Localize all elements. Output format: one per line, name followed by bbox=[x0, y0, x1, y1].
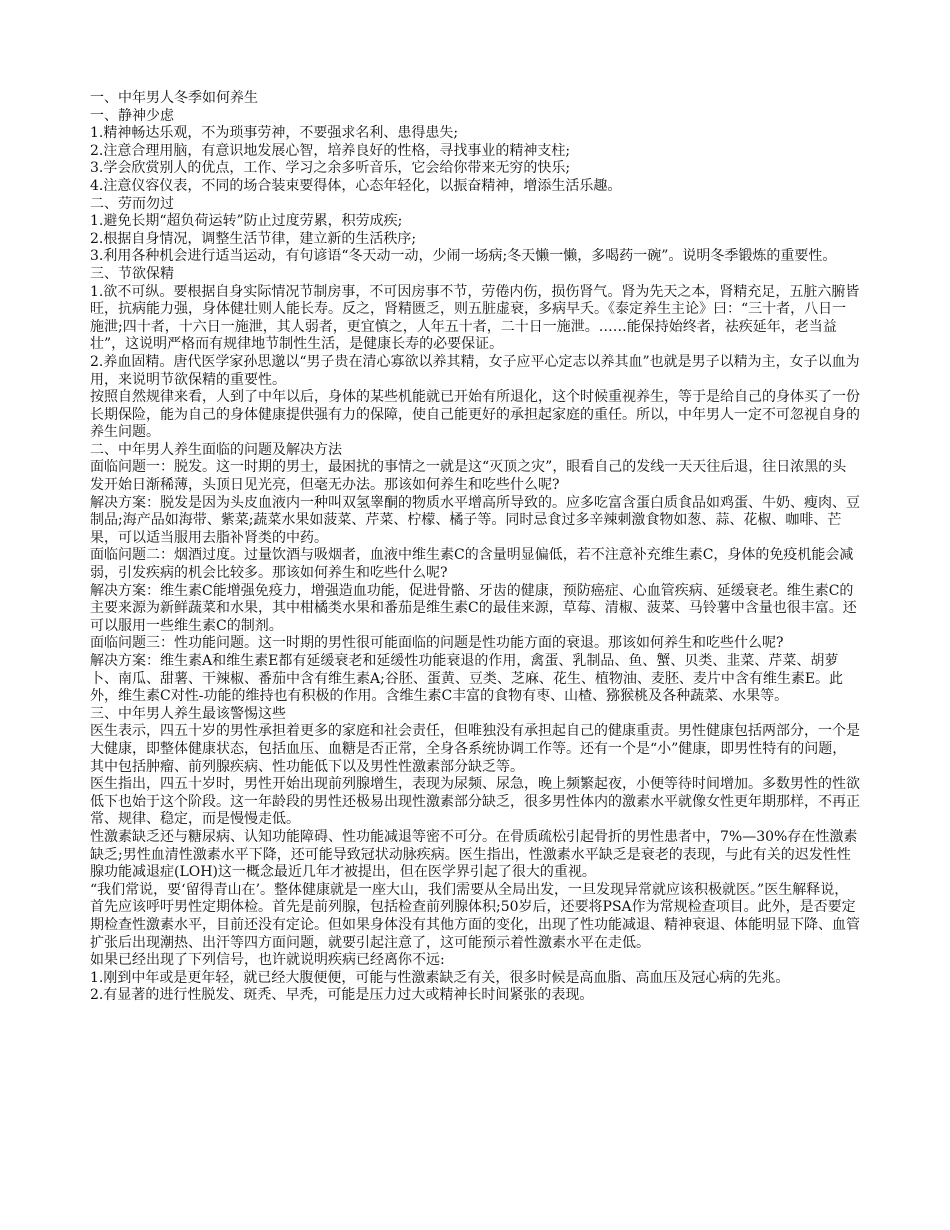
list-item: 3.学会欣赏别人的优点，工作、学习之余多听音乐，它会给你带来无穷的快乐; bbox=[90, 160, 571, 177]
paragraph: 解决方案：脱发是因为头皮血液内一种叫双氢睾酮的物质水平增高所导致的。应多吃富含蛋白质食品如鸡蛋、牛奶、瘦肉、豆制品;海产品如海带、紫菜;蔬菜水果如菠菜、芹菜、柠檬、橘子等。同时忌食过多辛辣刺激食物如葱、蒜、花椒、咖啡、芒果，可以适当服用去脂补肾类的中药。 bbox=[90, 494, 860, 546]
list-item: 2.有显著的进行性脱发、斑秃、早秃，可能是压力过大或精神长时间紧张的表现。 bbox=[90, 987, 594, 1004]
section-heading: 三、中年男人养生最该警惕这些 bbox=[90, 705, 286, 722]
paragraph: 医生指出，四五十岁时，男性开始出现前列腺增生，表现为尿频、尿急，晚上频繁起夜，小便等待时间增加。多数男性的性欲低下也始于这个阶段。这一年龄段的男性还极易出现性激素部分缺乏，很多男性体内的激素水平就像女性更年期那样，不再正常、规律、稳定，而是慢慢走低。 bbox=[90, 776, 860, 828]
paragraph: 性激素缺乏还与糖尿病、认知功能障碍、性功能减退等密不可分。在骨质疏松引起骨折的男性患者中，7%—30%存在性激素缺乏;男性血清性激素水平下降，还可能导致冠状动脉疾病。医生指出，性激素水平缺乏是衰老的表现，与此有关的迟发性性腺功能减退症(LOH)这一概念最近几年才被提出，但在医学界引起了很大的重视。 bbox=[90, 828, 858, 881]
paragraph: 面临问题三：性功能问题。这一时期的男性很可能面临的问题是性功能方面的衰退。那该如何养生和吃些什么呢? bbox=[90, 635, 784, 652]
section-heading: 一、静神少虑 bbox=[90, 107, 174, 124]
list-item: 1.刚到中年或是更年轻，就已经大腹便便，可能与性激素缺乏有关，很多时候是高血脂、高血压及冠心病的先兆。 bbox=[90, 969, 790, 986]
paragraph: 解决方案：维生素C能增强免疫力，增强造血功能，促进骨骼、牙齿的健康，预防癌症、心血管疾病、延缓衰老。维生素C的主要来源为新鲜蔬菜和水果，其中柑橘类水果和番茄是维生素C的最佳来源，草莓、清椒、菠菜、马铃薯中含量也很丰富。还可以服用一些维生素C的制剂。 bbox=[90, 582, 857, 634]
document-title: 一、中年男人冬季如何养生 bbox=[90, 90, 258, 106]
list-item: 2.养血固精。唐代医学家孙思邈以“男子贵在清心寡欲以养其精，女子应平心定志以养其血”也就是男子以精为主，女子以血为用，来说明节欲保精的重要性。 bbox=[90, 353, 860, 388]
paragraph: 医生表示，四五十岁的男性承担着更多的家庭和社会责任，但唯独没有承担起自己的健康重责。男性健康包括两部分，一个是大健康，即整体健康状态，包括血压、血糖是否正常，全身各系统协调工作等。还有一个是“小”健康，即男性特有的问题，其中包括肿瘤、前列腺疾病、性功能低下以及男性性激素部分缺乏等。 bbox=[90, 723, 860, 775]
section-heading: 二、劳而勿过 bbox=[90, 195, 174, 212]
section-heading: 三、节欲保精 bbox=[90, 265, 174, 282]
list-item: 2.注意合理用脑，有意识地发展心智，培养良好的性格，寻找事业的精神支柱; bbox=[90, 142, 571, 159]
paragraph: 面临问题一：脱发。这一时期的男士，最困扰的事情之一就是这“灭顶之灾”，眼看自己的发线一天天往后退，往日浓黑的头发开始日渐稀薄，头顶日见光亮，但毫无办法。那该如何养生和吃些什么呢? bbox=[90, 459, 847, 494]
list-item: 2.根据自身情况，调整生活节律，建立新的生活秩序; bbox=[90, 230, 417, 247]
paragraph: “我们常说，要‘留得青山在’。整体健康就是一座大山，我们需要从全局出发，一旦发现异常就应该积极就医。”医生解释说，首先应该呼吁男性定期体检。首先是前列腺，包括检查前列腺体积;50岁后，还要将PSA作为常规检查项目。此外，是否要定期检查性激素水平，目前还没有定论。但如果身体没有其他方面的变化，出现了性功能减退、精神衰退、体能明显下降、血管扩张后出现潮热、出汗等四方面问题，就要引起注意了，这可能预示着性激素水平在走低。 bbox=[90, 881, 860, 951]
paragraph: 解决方案：维生素A和维生素E都有延缓衰老和延缓性功能衰退的作用，禽蛋、乳制品、鱼、蟹、贝类、韭菜、芹菜、胡萝卜、南瓜、甜薯、干辣椒、番茄中含有维生素A;谷胚、蛋黄、豆类、芝麻、花生、植物油、麦胚、麦片中含有维生素E。此外，维生素C对性-功能的维持也有积极的作用。含维生素C丰富的食物有枣、山楂、猕猴桃及各种蔬菜、水果等。 bbox=[90, 653, 844, 705]
list-item: 1.避免长期“超负荷运转”防止过度劳累，积劳成疾; bbox=[90, 213, 403, 230]
list-item: 4.注意仪容仪表，不同的场合装束要得体，心态年轻化，以振奋精神，增添生活乐趣。 bbox=[90, 177, 622, 194]
list-item: 3.利用各种机会进行适当运动，有句谚语“冬天动一动，少闹一场病;冬天懒一懒，多喝药一碗”。说明冬季锻炼的重要性。 bbox=[90, 248, 837, 265]
paragraph: 按照自然规律来看，人到了中年以后，身体的某些机能就已开始有所退化，这个时候重视养生，等于是给自己的身体买了一份长期保险，能为自己的身体健康提供强有力的保障，使自己能更好的承担起家庭的重任。所以，中年男人一定不可忽视自身的养生问题。 bbox=[90, 389, 860, 441]
list-item: 1.精神畅达乐观，不为琐事劳神，不要强求名利、患得患失; bbox=[90, 125, 459, 142]
paragraph: 如果已经出现了下列信号，也许就说明疾病已经离你不远: bbox=[90, 952, 445, 969]
document-body bbox=[90, 90, 860, 1005]
section-heading: 二、中年男人养生面临的问题及解决方法 bbox=[90, 441, 342, 458]
paragraph: 面临问题二：烟酒过度。过量饮酒与吸烟者，血液中维生素C的含量明显偏低，若不注意补充维生素C，身体的免疫机能会减弱，引发疾病的机会比较多。那该如何养生和吃些什么呢? bbox=[90, 547, 854, 582]
list-item: 1.欲不可纵。要根据自身实际情况节制房事，不可因房事不节，劳倦内伤，损伤肾气。肾为先天之本，肾精充足，五脏六腑皆旺，抗病能力强，身体健壮则人能长寿。反之，肾精匮乏，则五脏虚衰，多病早夭。《泰定养生主论》曰：“三十者，八日一施泄;四十者，十六日一施泄，其人弱者，更宜慎之，人年五十者，二十日一施泄。……能保持始终者，祛疾延年，老当益壮”，这说明严格而有规律地节制性生活，是健康长寿的必要保证。 bbox=[90, 283, 860, 353]
